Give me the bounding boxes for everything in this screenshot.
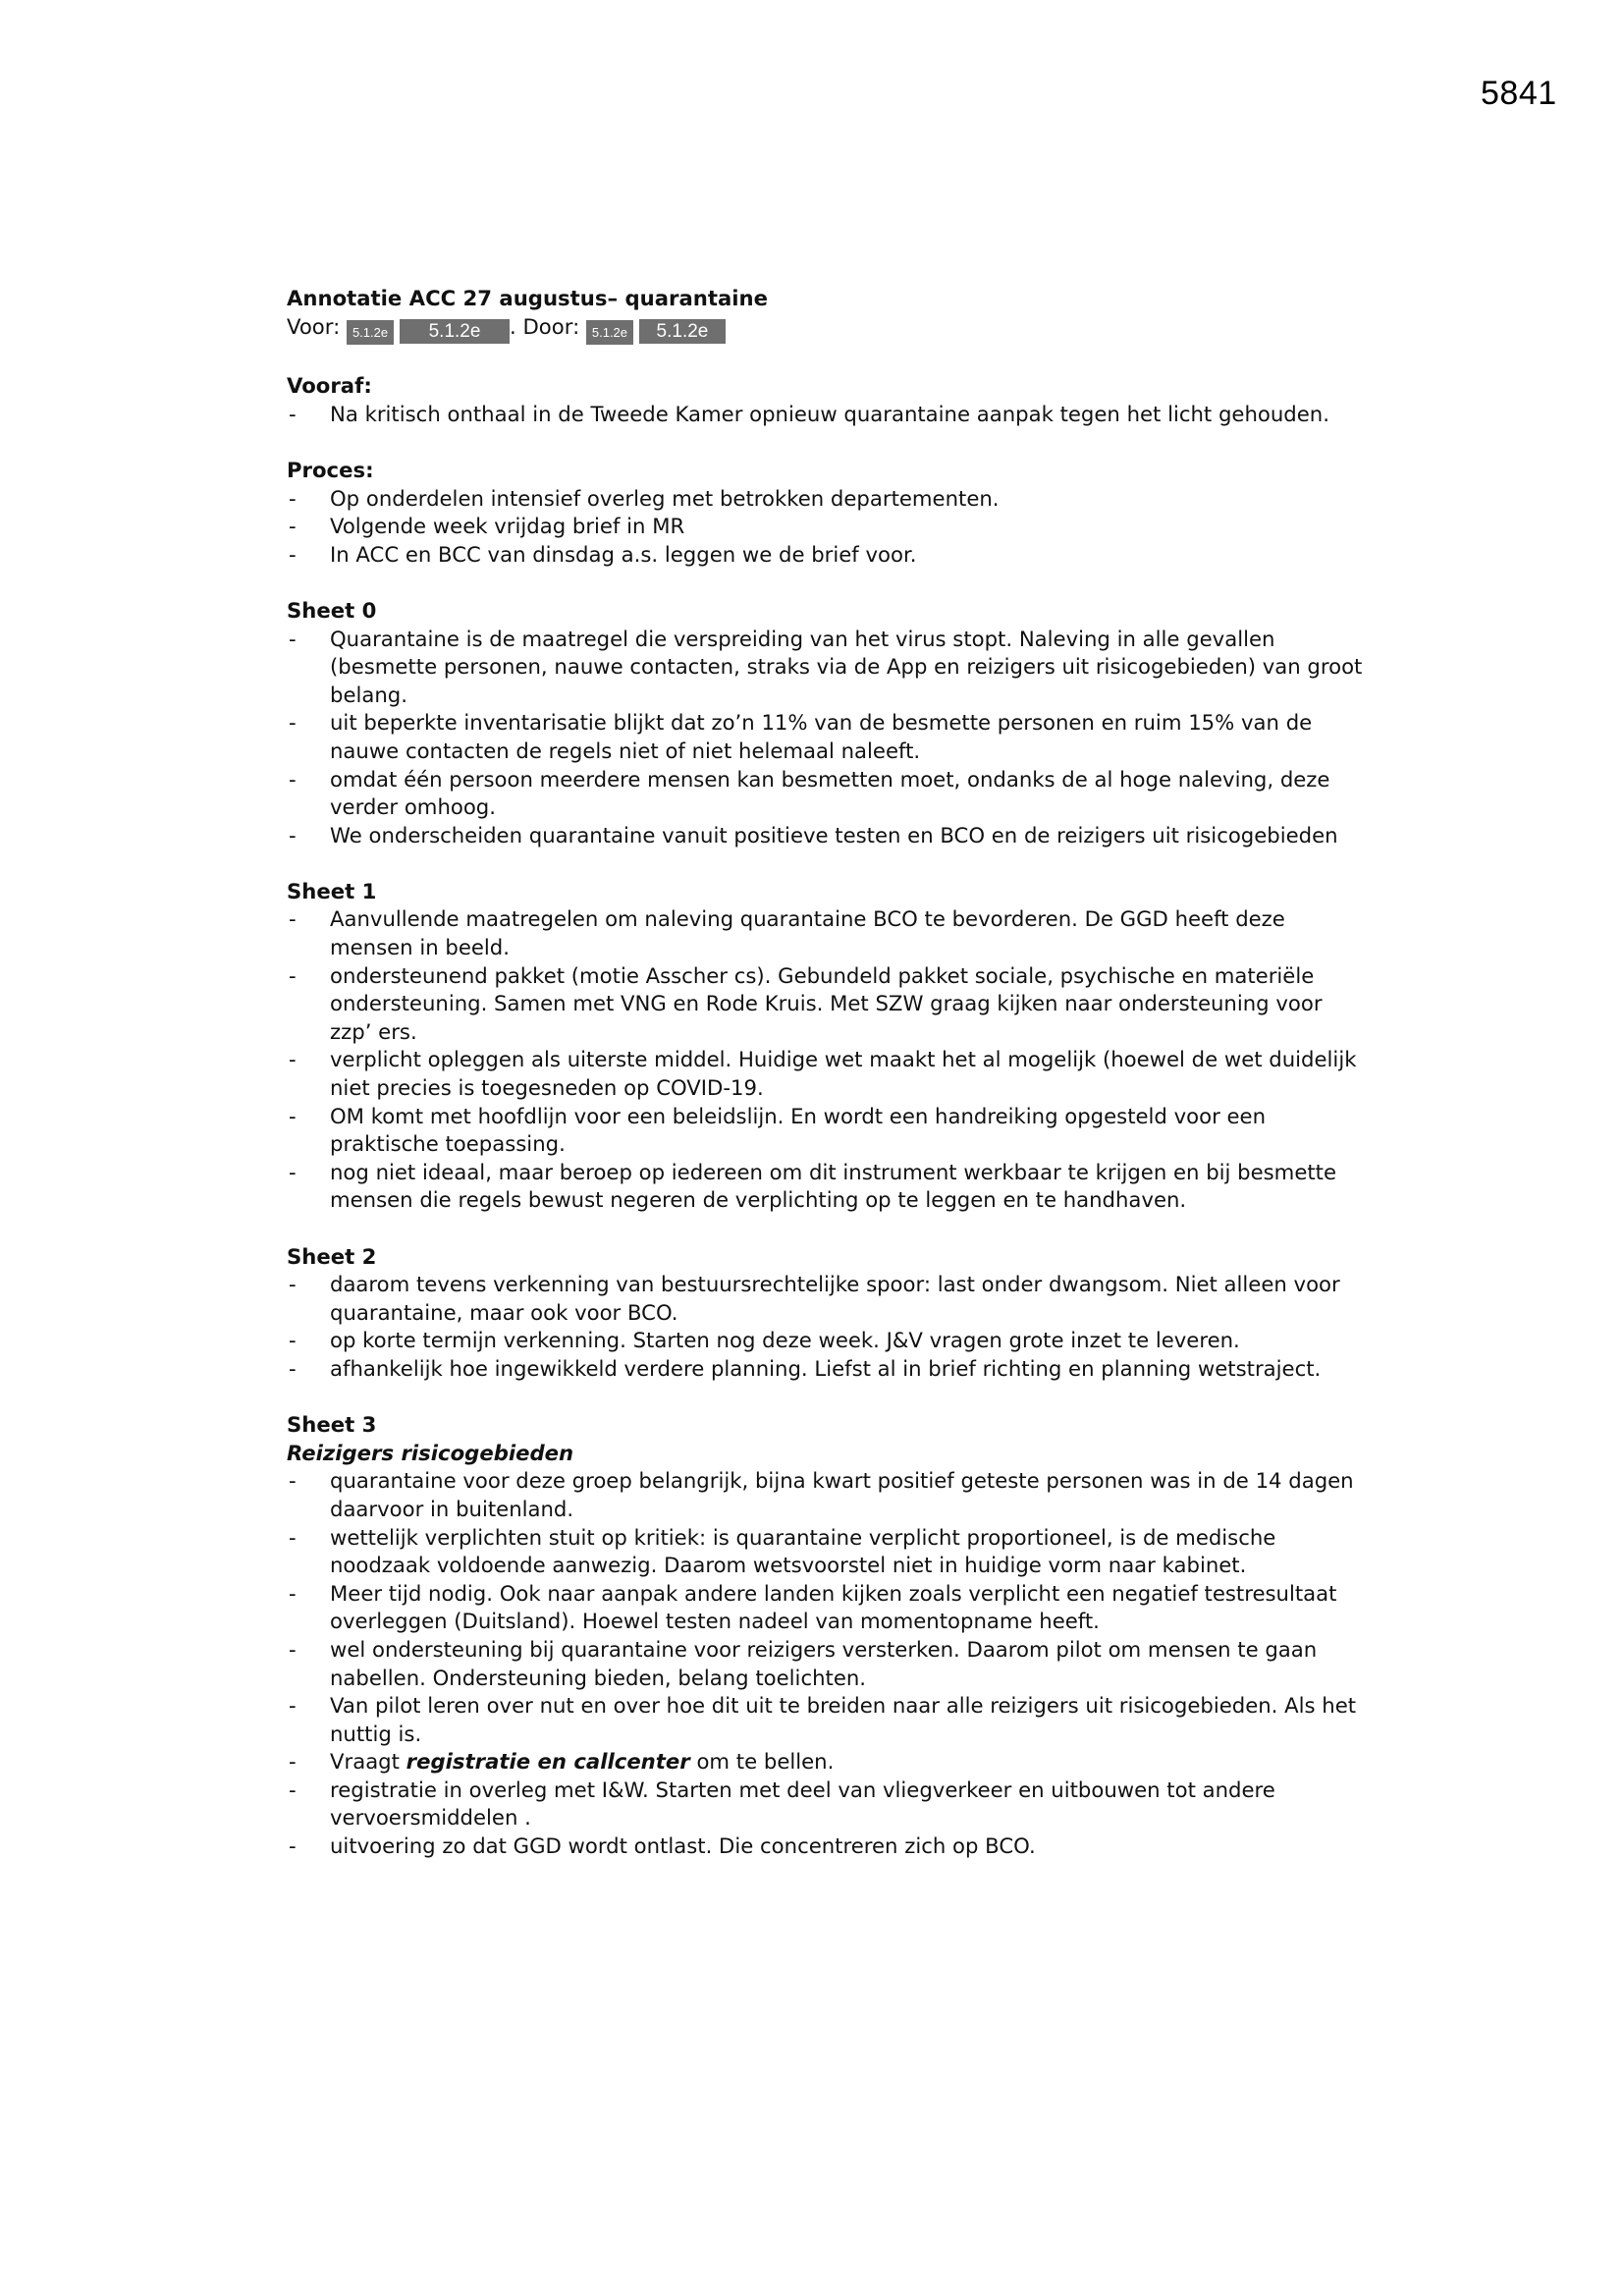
section (287, 878, 1367, 1215)
sections-container (287, 372, 1367, 1860)
bullet-text: verplicht opleggen als uiterste middel. Huidige wet maakt het al mogelijk (hoewel de wet duidelijk niet precies is toegesneden op COVID-19. (330, 1047, 1357, 1101)
dash-bullet-icon: - (289, 1103, 297, 1128)
bullet-item (287, 766, 1367, 822)
bullet-item (287, 485, 1367, 514)
section (287, 457, 1367, 569)
bullet-list (287, 485, 1367, 570)
dash-bullet-icon: - (289, 1777, 297, 1802)
bullet-text: Op onderdelen intensief overleg met betrokken departementen. (330, 485, 1000, 511)
page-number: 5841 (1481, 75, 1557, 112)
bullet-item (287, 626, 1367, 710)
section-title: Proces: (287, 457, 374, 482)
dash-bullet-icon: - (289, 710, 297, 736)
bullet-emphasis: registratie en callcenter (406, 1749, 690, 1775)
bullet-text: Na kritisch onthaal in de Tweede Kamer opnieuw quarantaine aanpak tegen het licht gehouden. (330, 401, 1329, 426)
bullet-text: We onderscheiden quarantaine vanuit positieve testen en BCO en de reizigers uit risicogebieden (330, 822, 1338, 847)
dash-bullet-icon: - (289, 401, 297, 426)
bullet-text: wettelijk verplichten stuit op kritiek: is quarantaine verplicht proportioneel, is de medische noodzaak voldoende aanwezig. Daarom wetsvoorstel niet in huidige vorm naar kabinet. (330, 1524, 1276, 1578)
bullet-item (287, 1748, 1367, 1777)
dash-bullet-icon: - (289, 541, 297, 567)
dash-bullet-icon: - (289, 1580, 297, 1606)
section-title: Sheet 1 (287, 878, 377, 903)
bullet-list (287, 1271, 1367, 1383)
bullet-text: Aanvullende maatregelen om naleving quarantaine BCO te bevorderen. De GGD heeft deze mensen in beeld. (330, 906, 1285, 960)
bullet-list (287, 905, 1367, 1215)
section-title: Sheet 3 (287, 1412, 377, 1438)
bullet-text: quarantaine voor deze groep belangrijk, bijna kwart positief geteste personen was in de 14 dagen daarvoor in buitenland. (330, 1468, 1354, 1521)
dash-bullet-icon: - (289, 1355, 297, 1381)
bullet-item (287, 905, 1367, 961)
bullet-text: omdat één persoon meerdere mensen kan besmetten moet, ondanks de al hoge naleving, deze verder omhoog. (330, 766, 1330, 820)
bullet-text: afhankelijk hoe ingewikkeld verdere planning. Liefst al in brief richting en planning wetstraject. (330, 1355, 1322, 1381)
bullet-list (287, 401, 1367, 429)
bullet-text: nog niet ideaal, maar beroep op iedereen om dit instrument werkbaar te krijgen en bij besmette mensen die regels bewust negeren de verplichting op te leggen en te handhaven. (330, 1159, 1337, 1213)
bullet-text: wel ondersteuning bij quarantaine voor reizigers versterken. Daarom pilot om mensen te gaan nabellen. Ondersteuning bieden, belang toelichten. (330, 1636, 1318, 1690)
bullet-item (287, 1467, 1367, 1523)
bullet-text: OM komt met hoofdlijn voor een beleidslijn. En wordt een handreiking opgesteld voor een praktische toepassing. (330, 1103, 1267, 1157)
section-title: Vooraf: (287, 373, 372, 399)
bullet-item (287, 1159, 1367, 1215)
bullet-text: registratie in overleg met I&W. Starten met deel van vliegverkeer en uitbouwen tot andere vervoersmiddelen . (330, 1777, 1275, 1831)
redaction-box: 5.1.2e (347, 320, 394, 345)
dash-bullet-icon: - (289, 766, 297, 792)
bullet-item (287, 513, 1367, 541)
dash-bullet-icon: - (289, 1468, 297, 1494)
dash-bullet-icon: - (289, 1047, 297, 1072)
section (287, 1243, 1367, 1384)
bullet-text: Vraagt (330, 1749, 406, 1775)
bullet-item (287, 709, 1367, 765)
bullet-item (287, 1777, 1367, 1832)
bullet-item (287, 822, 1367, 850)
dash-bullet-icon: - (289, 1636, 297, 1662)
dash-bullet-icon: - (289, 485, 297, 511)
dash-bullet-icon: - (289, 962, 297, 988)
section (287, 597, 1367, 849)
section-title: Sheet 0 (287, 597, 377, 623)
dash-bullet-icon: - (289, 514, 297, 539)
bullet-item (287, 1832, 1367, 1861)
bullet-item (287, 1046, 1367, 1102)
dash-bullet-icon: - (289, 626, 297, 651)
bullet-item (287, 1636, 1367, 1692)
dash-bullet-icon: - (289, 822, 297, 847)
bullet-text: In ACC en BCC van dinsdag a.s. leggen we de brief voor. (330, 541, 917, 567)
door-label: . Door: (510, 313, 580, 339)
bullet-item (287, 1327, 1367, 1355)
document-title: Annotatie ACC 27 augustus– quarantaine (287, 286, 768, 310)
bullet-text: Quarantaine is de maatregel die verspreiding van het virus stopt. Naleving in alle gevallen (besmette personen, nauwe contacten, straks via de App en reizigers uit risicogebieden) van groot belang. (330, 626, 1363, 707)
bullet-text: Volgende week vrijdag brief in MR (330, 514, 685, 539)
dash-bullet-icon: - (289, 1524, 297, 1550)
dash-bullet-icon: - (289, 906, 297, 932)
bullet-list (287, 1467, 1367, 1860)
bullet-item (287, 1355, 1367, 1384)
bullet-text: Van pilot leren over nut en over hoe dit uit te breiden naar alle reizigers uit risicogebieden. Als het nuttig is. (330, 1693, 1357, 1746)
section-title: Sheet 2 (287, 1243, 377, 1269)
bullet-text: ondersteunend pakket (motie Asscher cs). Gebundeld pakket sociale, psychische en materiële ondersteuning. Samen met VNG en Rode Kruis. Met SZW graag kijken naar ondersteuning voor zzp’ ers. (330, 962, 1323, 1044)
section-subtitle: Reizigers risicogebieden (287, 1440, 574, 1465)
bullet-item (287, 401, 1367, 429)
bullet-item (287, 1580, 1367, 1636)
section (287, 372, 1367, 428)
dash-bullet-icon: - (289, 1159, 297, 1184)
bullet-text: daarom tevens verkenning van bestuursrechtelijke spoor: last onder dwangsom. Niet alleen voor quarantaine, maar ook voor BCO. (330, 1272, 1340, 1325)
voor-label: Voor: (287, 313, 341, 339)
dash-bullet-icon: - (289, 1833, 297, 1859)
bullet-text: om te bellen. (689, 1749, 835, 1775)
section (287, 1411, 1367, 1861)
bullet-text: uit beperkte inventarisatie blijkt dat zo’n 11% van de besmette personen en ruim 15% van de nauwe contacten de regels niet of niet helemaal naleeft. (330, 710, 1313, 763)
bullet-item (287, 541, 1367, 570)
dash-bullet-icon: - (289, 1749, 297, 1775)
bullet-list (287, 626, 1367, 850)
bullet-item (287, 1524, 1367, 1580)
dash-bullet-icon: - (289, 1272, 297, 1297)
bullet-item (287, 962, 1367, 1047)
document-body (287, 285, 1367, 1861)
bullet-item (287, 1692, 1367, 1748)
bullet-text: uitvoering zo dat GGD wordt ontlast. Die concentreren zich op BCO. (330, 1833, 1036, 1859)
bullet-text: op korte termijn verkenning. Starten nog deze week. J&V vragen grote inzet te leveren. (330, 1328, 1240, 1353)
dash-bullet-icon: - (289, 1328, 297, 1353)
redaction-box: 5.1.2e (639, 319, 726, 344)
bullet-item (287, 1103, 1367, 1159)
redaction-box: 5.1.2e (400, 319, 510, 344)
redaction-box: 5.1.2e (586, 320, 633, 345)
author-line (287, 313, 1367, 345)
bullet-text: Meer tijd nodig. Ook naar aanpak andere landen kijken zoals verplicht een negatief testresultaat overleggen (Duitsland). Hoewel testen nadeel van momentopname heeft. (330, 1580, 1337, 1634)
bullet-item (287, 1271, 1367, 1327)
dash-bullet-icon: - (289, 1693, 297, 1719)
